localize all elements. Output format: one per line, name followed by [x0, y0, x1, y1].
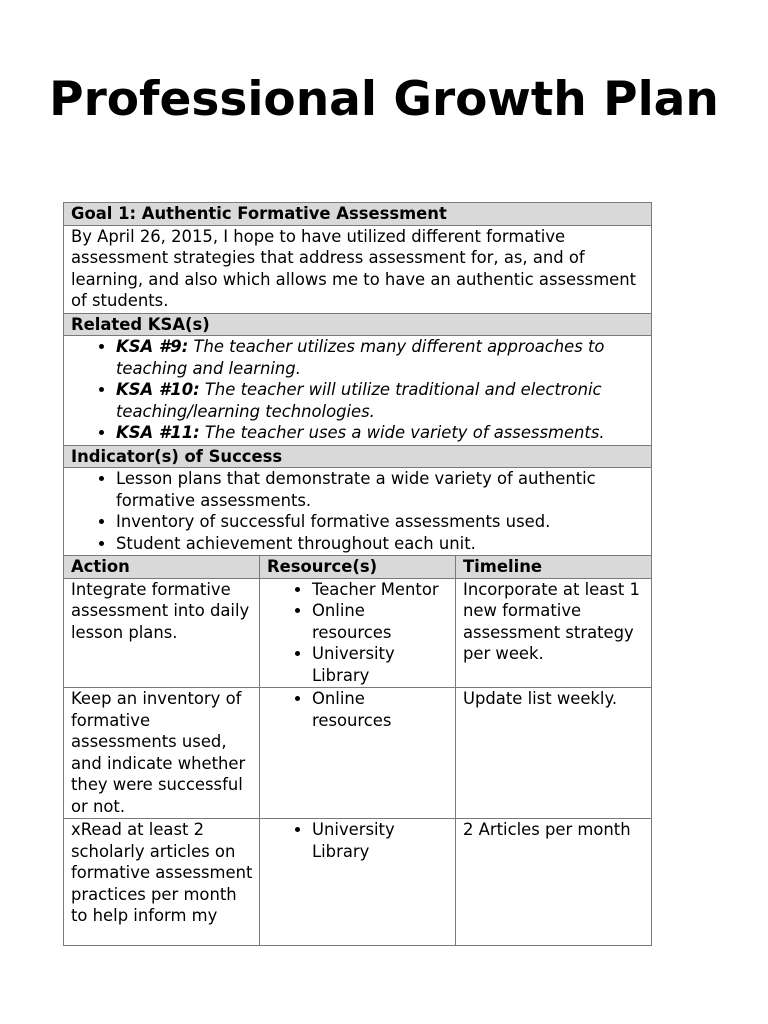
ksa-header: Related KSA(s) [64, 313, 652, 336]
ksa-label: KSA #11: [116, 423, 200, 442]
list-item: • University Library [312, 643, 449, 686]
table-row [64, 688, 652, 819]
list-item: • University Library [312, 819, 449, 862]
list-item: • Inventory of successful formative assessments used. [116, 511, 645, 533]
action-cell: Integrate formative assessment into daily lesson plans. [64, 578, 260, 688]
ksa-label: KSA #9: [116, 337, 189, 356]
column-header-resources: Resource(s) [260, 556, 456, 579]
column-header-action: Action [64, 556, 260, 579]
growth-plan-table [63, 202, 652, 946]
ksa-header-row [64, 313, 652, 336]
goal-text: By April 26, 2015, I hope to have utilized different formative assessment strategies that address assessment for, as, and of learning, and also which allows me to have an authentic assessment of students. [64, 225, 652, 313]
timeline-cell: Update list weekly. [456, 688, 652, 819]
list-item: • Student achievement throughout each unit. [116, 533, 645, 555]
goal-header: Goal 1: Authentic Formative Assessment [64, 203, 652, 226]
action-cell: Keep an inventory of formative assessments used, and indicate whether they were successful or not. [64, 688, 260, 819]
indicators-header-row [64, 445, 652, 468]
list-item [116, 422, 645, 444]
ksa-text: The teacher will utilize traditional and electronic teaching/learning technologies. [116, 380, 602, 421]
list-item [116, 336, 645, 379]
ksa-text: The teacher uses a wide variety of assessments. [204, 423, 605, 442]
list-item: • Lesson plans that demonstrate a wide variety of authentic formative assessments. [116, 468, 645, 511]
indicators-list [71, 468, 645, 554]
column-header-timeline: Timeline [456, 556, 652, 579]
list-item: • Online resources [312, 600, 449, 643]
list-item: • Online resources [312, 688, 449, 731]
columns-header-row [64, 556, 652, 579]
goal-text-row [64, 225, 652, 313]
ksa-text: The teacher utilizes many different approaches to teaching and learning. [116, 337, 605, 378]
ksa-list [71, 336, 645, 444]
indicators-list-row [64, 468, 652, 556]
ksa-label: KSA #10: [116, 380, 200, 399]
resources-list [267, 579, 449, 687]
goal-header-row [64, 203, 652, 226]
timeline-cell: Incorporate at least 1 new formative assessment strategy per week. [456, 578, 652, 688]
timeline-cell: 2 Articles per month [456, 819, 652, 946]
resources-list [267, 688, 449, 731]
table-row [64, 819, 652, 946]
resources-list [267, 819, 449, 862]
table-row [64, 578, 652, 688]
indicators-header: Indicator(s) of Success [64, 445, 652, 468]
ksa-list-row [64, 336, 652, 446]
list-item [116, 379, 645, 422]
list-item: • Teacher Mentor [312, 579, 449, 601]
page-title: Professional Growth Plan [49, 72, 719, 127]
action-cell: xRead at least 2 scholarly articles on formative assessment practices per month to help inform my [71, 820, 253, 925]
